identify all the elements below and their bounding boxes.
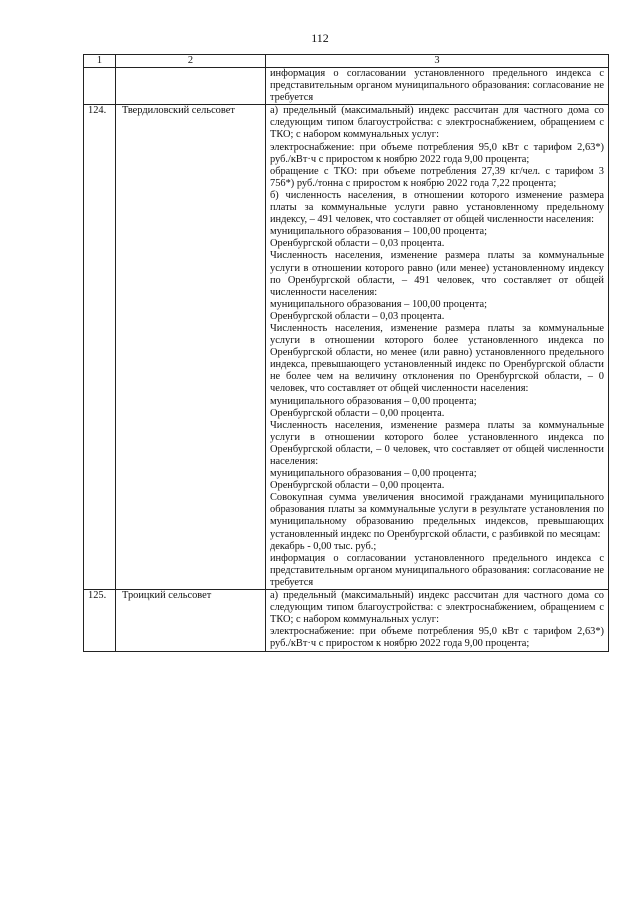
- table-header-row: [84, 55, 609, 68]
- paragraph: Численность населения, изменение размера платы за коммунальные услуги в отношении которого равно (или менее) установленному индексу по Оренбургской области, – 491 человек, что составляет от общей численности населения:: [270, 250, 604, 298]
- column-header-1: 1: [84, 55, 116, 68]
- paragraph: б) численность населения, в отношении которого изменение размера платы за коммунальные услуги равно установленному предельному индексу, – 491 человек, что составляет от общей численности населения:: [270, 189, 604, 226]
- row-content-cell: [266, 105, 609, 590]
- column-header-3: 3: [266, 55, 609, 68]
- paragraph: а) предельный (максимальный) индекс рассчитан для частного дома со следующим типом благоустройства: с электроснабжением, обращением с ТКО; с набором коммунальных услуг:: [270, 590, 604, 626]
- page-number: 112: [311, 31, 329, 45]
- table-row-125: [84, 590, 609, 651]
- data-table: [83, 54, 609, 652]
- row-number-cell: 125.: [84, 590, 116, 651]
- table-row-124: [84, 105, 609, 590]
- row-name-cell: Твердиловский сельсовет: [116, 105, 266, 590]
- row-number-cell: [84, 68, 116, 105]
- row-content-cell: [266, 68, 609, 105]
- row-number-cell: 124.: [84, 105, 116, 590]
- row-name-cell: [116, 68, 266, 105]
- paragraph: электроснабжение: при объеме потребления 95,0 кВт с тарифом 2,63*) руб./кВт·ч с приростом к ноябрю 2022 года 9,00 процента;: [270, 626, 604, 650]
- paragraph: Численность населения, изменение размера платы за коммунальные услуги в отношении которого более установленного индекса по Оренбургской области, – 0 человек, что составляет от общей численности населения:: [270, 419, 604, 467]
- paragraph: декабрь - 0,00 тыс. руб.;: [270, 540, 377, 552]
- paragraph: обращение с ТКО: при объеме потребления 27,39 кг/чел. с тарифом 3 756*) руб./тонна с приростом к ноябрю 2022 года 7,22 процента;: [270, 165, 604, 189]
- paragraph: Оренбургской области – 0,03 процента.: [270, 310, 445, 322]
- paragraph: муниципального образования – 0,00 процента;: [270, 395, 477, 407]
- table-row-continuation: [84, 68, 609, 105]
- column-header-2: 2: [116, 55, 266, 68]
- row-content-cell: [266, 590, 609, 651]
- paragraph: информация о согласовании установленного предельного индекса с представительным органом муниципального образования: согласование не требуется: [270, 68, 604, 104]
- paragraph: Численность населения, изменение размера платы за коммунальные услуги в отношении которого более установленного индекса по Оренбургской области, но менее (или равно) установленного предельного индекса, превышающего установленный индекс по Оренбургской области не более чем на величину отклонения по Оренбургской области, – 0 человек, что составляет от общей численности населения:: [270, 322, 604, 395]
- row-name-cell: Троицкий сельсовет: [116, 590, 266, 651]
- paragraph: а) предельный (максимальный) индекс рассчитан для частного дома со следующим типом благоустройства: с электроснабжением, обращением с ТКО; с набором коммунальных услуг:: [270, 105, 604, 141]
- paragraph: электроснабжение: при объеме потребления 95,0 кВт с тарифом 2,63*) руб./кВт·ч с приростом к ноябрю 2022 года 9,00 процента;: [270, 141, 604, 165]
- paragraph: муниципального образования – 100,00 процента;: [270, 226, 487, 238]
- paragraph: Оренбургской области – 0,03 процента.: [270, 238, 445, 250]
- paragraph: Совокупная сумма увеличения вносимой гражданами муниципального образования платы за коммунальные услуги в результате установления по муниципальному образованию предельных индексов, превышающих установленный индекс по Оренбургской области, с разбивкой по месяцам:: [270, 492, 604, 540]
- paragraph: муниципального образования – 0,00 процента;: [270, 468, 477, 480]
- paragraph: Оренбургской области – 0,00 процента.: [270, 407, 445, 419]
- paragraph: муниципального образования – 100,00 процента;: [270, 298, 487, 310]
- paragraph: Оренбургской области – 0,00 процента.: [270, 480, 445, 492]
- paragraph: информация о согласовании установленного предельного индекса с представительным органом муниципального образования: согласование не требуется: [270, 552, 604, 588]
